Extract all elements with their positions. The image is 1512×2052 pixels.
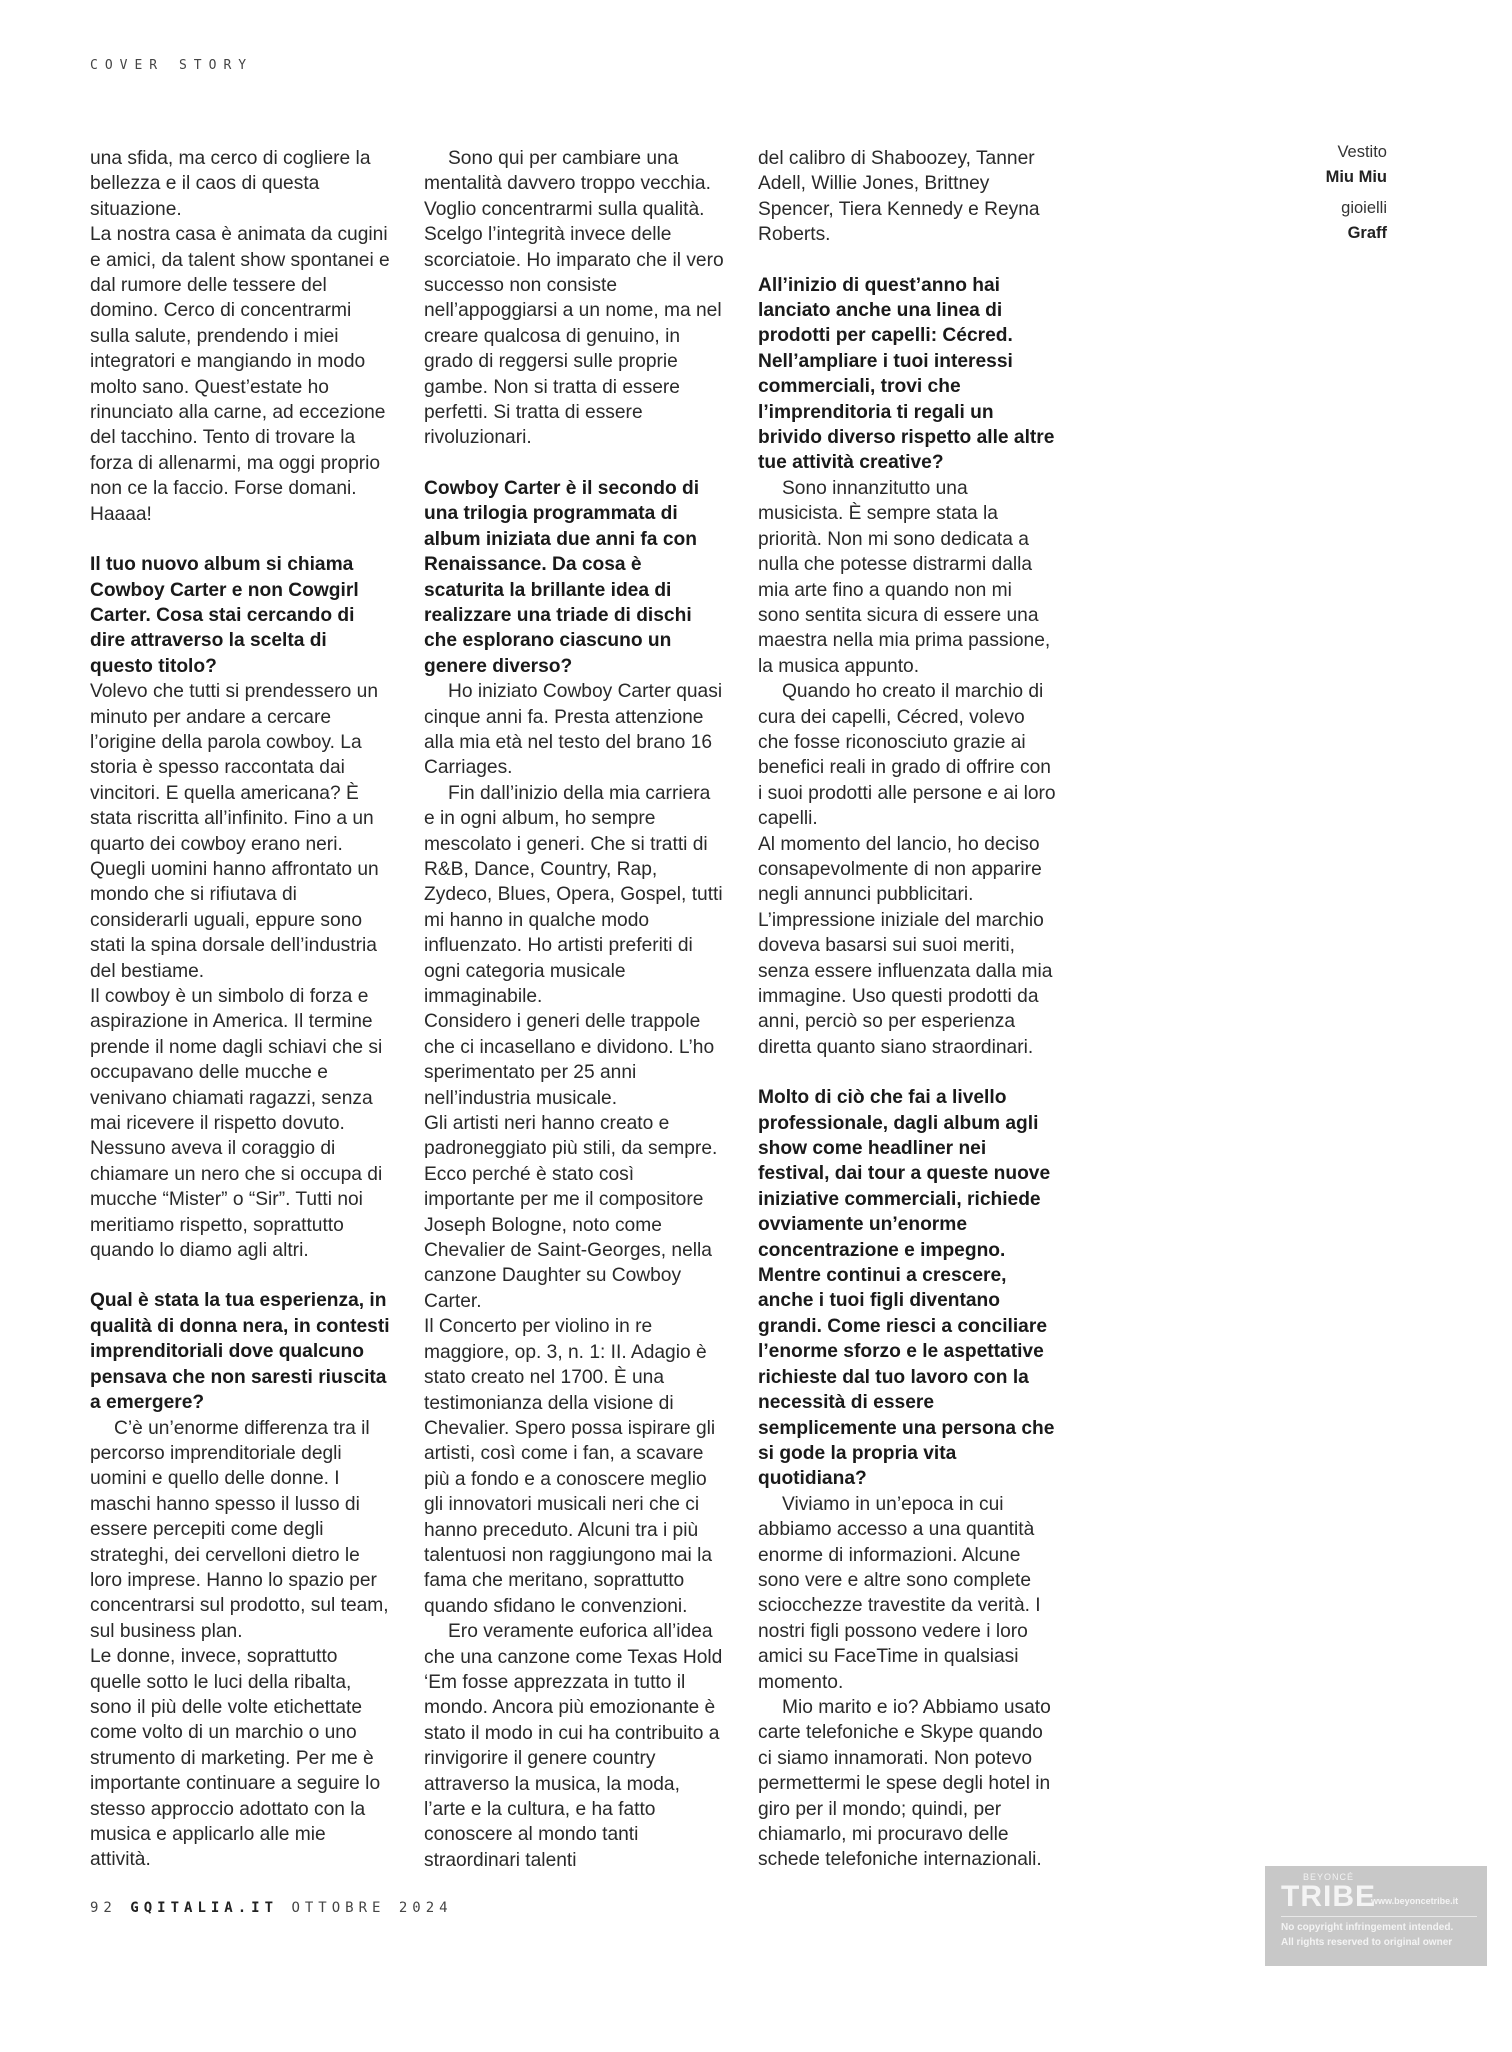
- answer-paragraph: Le donne, invece, soprattutto quelle sotto le luci della ribalta, sono il più delle volte etichettate come volto di un marchio o uno strumento di marketing. Per me è importante continuare a seguire lo stesso approccio adottato con la musica e applicarlo alle mie attività.: [90, 1646, 381, 1871]
- answer-paragraph: Ero veramente euforica all’idea che una canzone come Texas Hold ‘Em fosse apprezzata in tutto il mondo. Ancora più emozionante è stato il modo in cui ha contribuito a rinvigorire il genere country attraverso la musica, la moda, l’arte e la cultura, e ha fatto conoscere al mondo tanti straordinari talenti: [424, 1621, 723, 1871]
- answer-paragraph: del calibro di Shaboozey, Tanner Adell, Willie Jones, Brittney Spencer, Tiera Kennedy e Reyna Roberts.: [758, 148, 1040, 246]
- watermark: [1265, 1866, 1487, 1966]
- credit-brand-jewelry: Graff: [1347, 224, 1387, 242]
- watermark-notice-2: All rights reserved to original owner: [1281, 1937, 1453, 1948]
- answer-paragraph: Al momento del lancio, ho deciso consapevolmente di non apparire negli annunci pubblicitari. L’impressione iniziale del marchio doveva basarsi sui suoi meriti, senza essere influenzata dalla mia immagine. Uso questi prodotti da anni, perciò so per esperienza diretta quanto siano straordinari.: [758, 833, 1053, 1058]
- answer-paragraph: Il cowboy è un simbolo di forza e aspirazione in America. Il termine prende il nome dagli schiavi che si occupavano delle mucche e venivano chiamati ragazzi, senza mai ricevere il rispetto dovuto. Nessuno aveva il coraggio di chiamare un nero che si occupa di mucche “Mister” o “Sir”. Tutti noi meritiamo rispetto, soprattutto quando lo diamo agli altri.: [90, 986, 383, 1262]
- photo-credits: [1326, 140, 1387, 246]
- answer-paragraph: Ho iniziato Cowboy Carter quasi cinque anni fa. Presta attenzione alla mia età nel testo del brano 16 Carriages.: [424, 681, 723, 779]
- paragraph-gap: [758, 1060, 1058, 1085]
- answer-paragraph: La nostra casa è animata da cugini e amici, da talent show spontanei e dal rumore delle tessere del domino. Cerco di concentrarmi sulla salute, prendendo i miei integratori e mangiando in modo molto sano. Quest’estate ho rinunciato alla carne, ad eccezione del tacchino. Tento di trovare la forza di allenarmi, ma oggi proprio non ce la faccio. Forse domani. Haaaa!: [90, 224, 390, 525]
- answer-paragraph: Fin dall’inizio della mia carriera e in ogni album, ho sempre mescolato i generi. Che si tratti di R&B, Dance, Country, Rap, Zydeco, Blues, Opera, Gospel, tutti mi hanno in qualche modo influenzato. Ho artisti preferiti di ogni categoria musicale immaginabile.: [424, 782, 723, 1007]
- answer-paragraph: C’è un’enorme differenza tra il percorso imprenditoriale degli uomini e quello delle donne. I maschi hanno spesso il lusso di essere percepiti come degli strateghi, dei cervelloni dietro le loro imprese. Hanno lo spazio per concentrarsi sul prodotto, sul team, sul business plan.: [90, 1417, 389, 1642]
- answer-paragraph: Mio marito e io? Abbiamo usato carte telefoniche e Skype quando ci siamo innamorati. Non potevo permettermi le spese degli hotel in giro per il mondo; quindi, per chiamarlo, mi procuravo delle schede telefoniche internazionali.: [758, 1696, 1051, 1871]
- credit-brand-clothing: Miu Miu: [1325, 168, 1387, 186]
- paragraph-gap: [90, 527, 390, 552]
- issue-date: OTTOBRE 2024: [291, 1900, 453, 1916]
- credit-label-clothing: Vestito: [1337, 143, 1387, 161]
- interview-question: Molto di ciò che fai a livello professionale, dagli album agli show come headliner nei festival, dai tour a queste nuove iniziative commerciali, richiede ovviamente un’enorme concentrazione e impegno. Mentre continui a crescere, anche i tuoi figli diventano grandi. Come riesci a conciliare l’enorme sforzo e le aspettative richieste dal tuo lavoro con la necessità di essere semplicemente una persona che si gode la propria vita quotidiana?: [758, 1087, 1055, 1490]
- answer-paragraph: una sfida, ma cerco di cogliere la bellezza e il caos di questa situazione.: [90, 148, 371, 220]
- answer-paragraph: Il Concerto per violino in re maggiore, op. 3, n. 1: II. Adagio è stato creato nel 1700. È una testimonianza della visione di Chevalier. Spero possa ispirare gli artisti, così come i fan, a scavare più a fondo e a conoscere meglio gli innovatori musicali neri che ci hanno preceduto. Alcuni tra i più talentuosi non raggiungono mai la fama che meritano, soprattutto quando sfidano le convenzioni.: [424, 1316, 716, 1617]
- credit-label-jewelry: gioielli: [1341, 199, 1387, 217]
- article-column-2: [424, 146, 724, 1873]
- interview-question: Cowboy Carter è il secondo di una trilogia programmata di album iniziata due anni fa con Renaissance. Da cosa è scaturita la brillante idea di realizzare una triade di dischi che esplorano ciascuno un genere diverso?: [424, 477, 700, 677]
- interview-question: All’inizio di quest’anno hai lanciato anche una linea di prodotti per capelli: Cécred. Nell’ampliare i tuoi interessi commerciali, trovi che l’imprenditoria ti regali un brivido diverso rispetto alle altre tue attività creative?: [758, 274, 1055, 474]
- interview-question: Qual è stata la tua esperienza, in qualità di donna nera, in contesti imprenditoriali dove qualcuno pensava che non saresti riuscita a emergere?: [90, 1290, 390, 1414]
- watermark-brand: TRIBE: [1281, 1880, 1376, 1913]
- paragraph-gap: [758, 248, 1058, 273]
- answer-paragraph: Volevo che tutti si prendessero un minuto per andare a cercare l’origine della parola cowboy. La storia è spesso raccontata dai vincitori. E quella americana? È stata riscritta all’infinito. Fino a un quarto dei cowboy erano neri. Quegli uomini hanno affrontato un mondo che si rifiutava di considerarli uguali, eppure sono stati la spina dorsale dell’industria del bestiame.: [90, 681, 379, 982]
- watermark-url: www.beyoncetribe.it: [1371, 1896, 1459, 1906]
- article-column-3: [758, 146, 1058, 1873]
- answer-paragraph: Sono innanzitutto una musicista. È sempre stata la priorità. Non mi sono dedicata a nulla che potesse distrarmi dalla mia arte fino a quando non mi sono sentita sicura di essere una maestra nella mia prima passione, la musica appunto.: [758, 477, 1051, 677]
- answer-paragraph: Sono qui per cambiare una mentalità davvero troppo vecchia. Voglio concentrarmi sulla qualità. Scelgo l’integrità invece delle scorciatoie. Ho imparato che il vero successo non consiste nell’appoggiarsi a un nome, ma nel creare qualcosa di genuino, in grado di reggersi sulle proprie gambe. Non si tratta di essere perfetti. Si tratta di essere rivoluzionari.: [424, 148, 724, 449]
- paragraph-gap: [90, 1263, 390, 1288]
- page-number: 92: [90, 1900, 117, 1916]
- watermark-top: BEYONCÉ: [1303, 1872, 1355, 1882]
- site-name: GQITALIA.IT: [130, 1900, 279, 1916]
- section-label: COVER STORY: [90, 58, 254, 73]
- watermark-divider: [1281, 1916, 1477, 1917]
- answer-paragraph: Considero i generi delle trappole che ci incasellano e dividono. L’ho sperimentato per 25 anni nell’industria musicale.: [424, 1011, 715, 1109]
- page-footer: [90, 1900, 453, 1916]
- watermark-notice-1: No copyright infringement intended.: [1281, 1922, 1454, 1933]
- answer-paragraph: Viviamo in un’epoca in cui abbiamo accesso a una quantità enorme di informazioni. Alcune sono vere e altre sono complete sciocchezze travestite da verità. I nostri figli possono vedere i loro amici su FaceTime in qualsiasi momento.: [758, 1493, 1041, 1693]
- article-column-1: [90, 146, 390, 1873]
- answer-paragraph: Quando ho creato il marchio di cura dei capelli, Cécred, volevo che fosse riconosciuto grazie ai benefici reali in grado di offrire con i suoi prodotti alle persone e ai loro capelli.: [758, 681, 1056, 830]
- answer-paragraph: Gli artisti neri hanno creato e padroneggiato più stili, da sempre. Ecco perché è stato così importante per me il compositore Joseph Bologne, noto come Chevalier de Saint-Georges, nella canzone Daughter su Cowboy Carter.: [424, 1113, 718, 1312]
- interview-question: Il tuo nuovo album si chiama Cowboy Carter e non Cowgirl Carter. Cosa stai cercando di dire attraverso la scelta di questo titolo?: [90, 554, 359, 677]
- paragraph-gap: [424, 451, 724, 476]
